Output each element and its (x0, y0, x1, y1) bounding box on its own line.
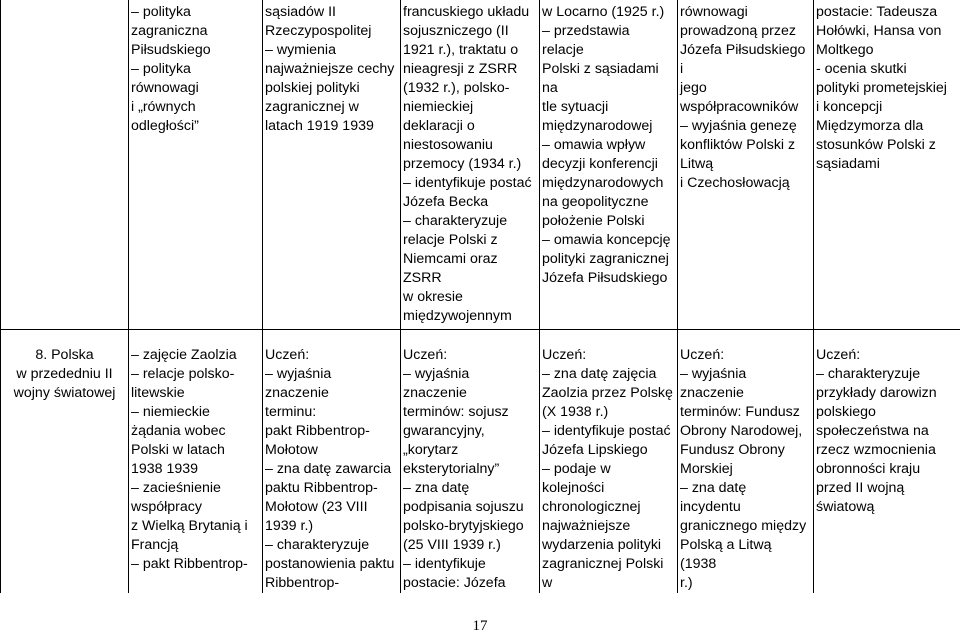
content-cell: – zajęcie Zaolzia – relacje polsko- litewskie – niemieckie żądania wobec Polski w latach 1938 1939 – zacieśnienie współpracy z Wielką Brytanią i Francją – pakt Ribbentrop- (129, 329, 263, 593)
requirements-cell: Uczeń: – wyjaśnia znaczenie terminu: pakt Ribbentrop- Mołotow – zna datę zawarcia paktu Ribbentrop- Mołotow (23 VIII 1939 r.) – charakteryzuje postanowienia paktu Ribbentrop- (263, 329, 401, 593)
requirements-cell: francuskiego układu sojuszniczego (II 1921 r.), traktatu o nieagresji z ZSRR (1932 r.), polsko- niemieckiej deklaracji o niestosowaniu przemocy (1934 r.) – identyfikuje postać Józefa Becka – charakteryzuje relacje Polski z Niemcami oraz ZSRR w okresie międzywojennym (401, 0, 540, 329)
requirements-cell: Uczeń: – zna datę zajęcia Zaolzia przez Polskę (X 1938 r.) – identyfikuje postać Józefa Lipskiego – podaje w kolejności chronologicznej najważniejsze wydarzenia polityki zagranicznej Polski w (540, 329, 678, 593)
table-row (1, 329, 960, 593)
topic-cell: 8. Polska w przededniu II wojny światowej (1, 329, 129, 593)
requirements-cell: Uczeń: – wyjaśnia znaczenie terminów: sojusz gwarancyjny, „korytarz eksterytorialny” – zna datę podpisania sojuszu polsko-brytyjskiego (25 VIII 1939 r.) – identyfikuje postacie: Józefa (401, 329, 540, 593)
requirements-cell: równowagi prowadzoną przez Józefa Piłsudskiego i jego współpracowników – wyjaśnia genezę konfliktów Polski z Litwą i Czechosłowacją (678, 0, 814, 329)
table-row (1, 0, 960, 329)
page-number: 17 (472, 618, 488, 634)
requirements-cell: Uczeń: – wyjaśnia znaczenie terminów: Fundusz Obrony Narodowej, Fundusz Obrony Morskiej – zna datę incydentu granicznego między Polską a Litwą (1938 r.) (678, 329, 814, 593)
requirements-cell: Uczeń: – charakteryzuje przykłady darowizn polskiego społeczeństwa na rzecz wzmocnienia obronności kraju przed II wojną światową (814, 329, 960, 593)
requirements-cell: postacie: Tadeusza Hołówki, Hansa von Moltkego - ocenia skutki polityki prometejskiej i koncepcji Międzymorza dla stosunków Polski z sąsiadami (814, 0, 960, 329)
content-cell: – polityka zagraniczna Piłsudskiego – polityka równowagi i „równych odległości” (129, 0, 263, 329)
requirements-cell: sąsiadów II Rzeczypospolitej – wymienia najważniejsze cechy polskiej polityki zagranicznej w latach 1919 1939 (263, 0, 401, 329)
topic-cell (1, 0, 129, 329)
requirements-cell: w Locarno (1925 r.) – przedstawia relacje Polski z sąsiadami na tle sytuacji międzynarodowej – omawia wpływ decyzji konferencji międzynarodowych na geopolityczne położenie Polski – omawia koncepcję polityki zagranicznej Józefa Piłsudskiego (540, 0, 678, 329)
